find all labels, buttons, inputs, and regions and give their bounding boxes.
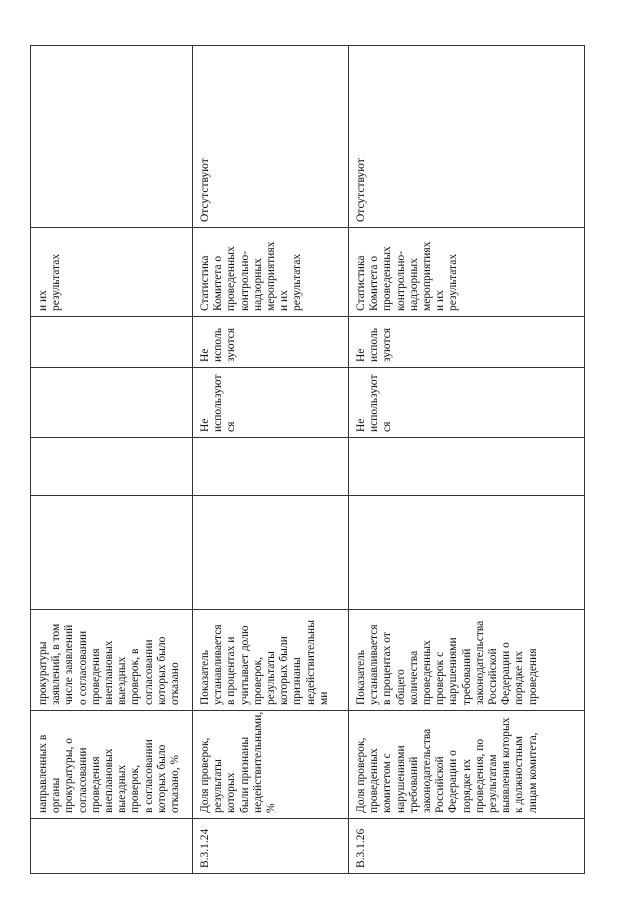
table-cell [31, 438, 193, 496]
table-cell: Показатель устанавливается в процентах и учитывает долю проверок, результаты которых были признаны недействительны ми [193, 610, 349, 711]
table-cell [193, 496, 349, 610]
indicator-table [30, 45, 585, 874]
table-row [193, 46, 349, 874]
table-cell [349, 496, 585, 610]
table-cell: В.3.1.26 [349, 819, 585, 874]
table-cell: прокуратуры заявлений, в том числе заявлений о согласовании проведения внеплановых выездных проверок, в согласовании которых было отказано [31, 610, 193, 711]
table-cell: Отсутствуют [349, 46, 585, 228]
table-cell: Доля проверок, результаты которых были признаны недействительными, % [193, 711, 349, 819]
table-cell: Отсутствуют [193, 46, 349, 228]
table-row [349, 46, 585, 874]
table-cell [31, 496, 193, 610]
table-cell: и их результатах [31, 228, 193, 317]
table-cell: Не используют ся [349, 368, 585, 438]
table-cell [31, 46, 193, 228]
table-cell [349, 438, 585, 496]
table-row [31, 46, 193, 874]
rotated-page [30, 46, 584, 874]
table-cell: Доля проверок, проведенных комитетом с нарушениями требований законодательства Российской Федерации о порядке их проведения, по результатам выявления которых к должностным лицам комитета, [349, 711, 585, 819]
table-cell [193, 438, 349, 496]
table-cell: Статистика Комитета о проведенных контрольно- надзорных мероприятиях и их результатах [193, 228, 349, 317]
table-cell: направленных в органы прокуратуры, о согласовании проведения внеплановых выездных проверок, в согласовании которых было отказано, % [31, 711, 193, 819]
table-cell [31, 819, 193, 874]
table-cell [31, 317, 193, 368]
table-cell: Не исполь зуются [349, 317, 585, 368]
table-cell: В.3.1.24 [193, 819, 349, 874]
table-cell: Статистика Комитета о проведенных контрольно- надзорных мероприятиях и их результатах [349, 228, 585, 317]
table-cell: Показатель устанавливается в процентах от общего количества проведенных проверок с нарушениями требований законодательства Российской Федерации о порядке их проведения [349, 610, 585, 711]
table-cell: Не используют ся [193, 368, 349, 438]
table-cell: Не исполь зуются [193, 317, 349, 368]
table-cell [31, 368, 193, 438]
